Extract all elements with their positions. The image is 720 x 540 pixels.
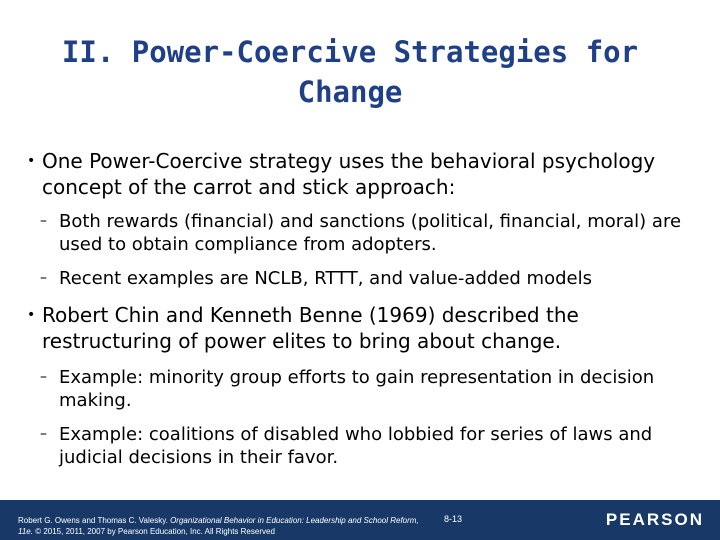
slide-title (0, 32, 700, 112)
bullet-2 (27, 302, 707, 354)
title-line-1: II. Power-Coercive Strategies for (61, 35, 639, 69)
footer-citation (18, 515, 428, 537)
title-line-2: Change (297, 75, 403, 109)
bullet-text: Robert Chin and Kenneth Benne (1969) described the restructuring of power elites to bring about change. (42, 303, 579, 353)
bullet-marker: • (27, 153, 36, 169)
citation-authors: Robert G. Owens and Thomas C. Valesky. (18, 516, 168, 525)
citation-rights: © 2015, 2011, 2007 by Pearson Education, Inc. All Rights Reserved (35, 527, 275, 536)
sub-bullet-marker: – (40, 426, 47, 442)
footer-bar (0, 500, 720, 540)
sub-bullet-2-1 (40, 366, 700, 412)
sub-bullet-marker: – (40, 213, 47, 229)
sub-bullet-text: Recent examples are NCLB, RTTT, and value-added models (59, 268, 592, 289)
sub-bullet-1-2 (40, 267, 700, 290)
pearson-logo: PEARSON (605, 510, 704, 529)
bullet-text: One Power-Coercive strategy uses the behavioral psychology concept of the carrot and stick approach: (42, 149, 656, 199)
sub-bullet-text: Both rewards (financial) and sanctions (political, financial, moral) are used to obtain compliance from adopters. (59, 211, 682, 255)
sub-bullet-marker: – (40, 270, 47, 286)
bullet-1 (27, 148, 707, 200)
sub-bullet-text: Example: coalitions of disabled who lobbied for series of laws and judicial decisions in their favor. (59, 424, 653, 468)
page-number: 8-13 (444, 514, 463, 524)
sub-bullet-marker: – (40, 369, 47, 385)
sub-bullet-2-2 (40, 423, 700, 469)
sub-bullet-1-1 (40, 210, 700, 256)
sub-bullet-text: Example: minority group efforts to gain representation in decision making. (59, 367, 655, 411)
citation-book-title: Organizational Behavior in Education: Leadership and School Reform, 11e. (18, 516, 419, 536)
bullet-marker: • (27, 307, 36, 323)
